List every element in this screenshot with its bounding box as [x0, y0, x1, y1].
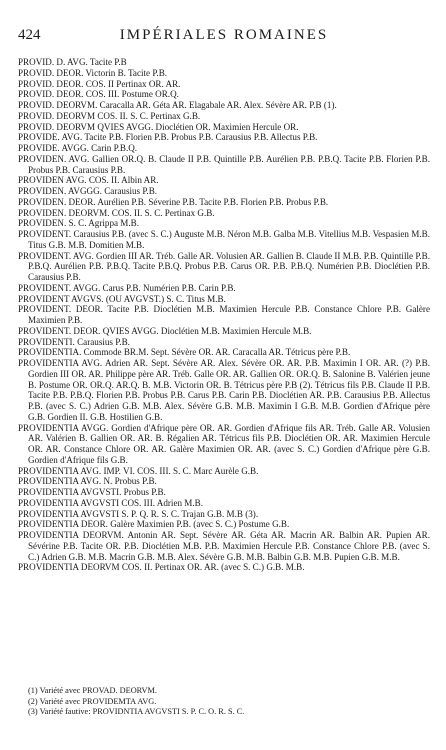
footnotes	[18, 686, 430, 718]
legend-entry: PROVIDENT. DEOR. QVIES AVGG. Dioclétien M.B. Maximien Hercule M.B.	[18, 325, 312, 336]
legend-entry: PROVIDENT. Carausius P.B. (avec S. C.) Auguste M.B. Néron M.B. Galba M.B. Vitellius M.B. Vespasien M.B. Titus G.B. M.B. Domitien M.B.	[18, 229, 430, 250]
legend-entry: PROVID. DEORVM. Caracalla AR. Géta AR. Elagabale AR. Alex. Sévère AR. P.B (1).	[18, 100, 337, 110]
legend-entry: PROVIDEN. S. C. Agrippa M.B.	[18, 218, 140, 229]
page-header	[18, 27, 430, 47]
legend-entry: PROVIDENTIA AVG. Adrien AR. Sept. Sévère AR. Alex. Sévère OR. AR. P.B. Maximin I OR. AR. (?) P.B. Gordien III OR. AR. Philippe père AR. Tréb. Galle OR. AR. Gallien OR. OR.Q. B. Salonine B. Valérien jeune B. Postume OR. OR.Q. AR.Q. B. M.B. Victorin OR. B. Tétricus père P.B (2). Tétricus fils P.B. Claude II P.B. Tacite P.B. P.B.Q. Florien P.B. Probus P.B. Carus P.B. Carin P.B. Dioclétien AR. P.B. Carausius P.B. Allectus P.B. (avec S. C.) Adrien G.B. M.B. Alex. Sévère G.B. M.B. Maximin I G.B. M.B. Gordien d'Afrique père G.B. Gordien II. G.B. Hostilien G.B.	[18, 358, 430, 422]
legend-entry: PROVIDENTIA DEORVM. Antonin AR. Sept. Sévère AR. Géta AR. Macrin AR. Balbin AR. Pupien AR. Sévérine P.B. Tacite OR. P.B. Dioclétien M.B. P.B. Maximien Hercule P.B. Constance Chlore P.B. (avec S. C.) Adrien G.B. M.B. Macrin G.B. M.B. Alex. Sévère G.B. M.B. Balbin G.B. M.B. Pupien G.B. M.B.	[18, 530, 430, 562]
legend-entry: PROVIDENTIA DEOR. Galère Maximien P.B. (avec S. C.) Postume G.B.	[18, 519, 290, 530]
legend-entry: PROVIDENTIA AVGVSTI S. P. Q. R. S. C. Trajan G.B. M.B (3).	[18, 508, 259, 519]
legend-entry: PROVIDENTI. Carausius P.B.	[18, 336, 130, 347]
legend-entry: PROVID. DEOR. COS. II Pertinax OR. AR.	[18, 78, 181, 89]
legend-entry: PROVIDEN. DEORVM. COS. II. S. C. Pertinax G.B.	[18, 207, 215, 218]
legend-entry: PROVIDENTIA AVGVSTI. Probus P.B.	[18, 487, 166, 497]
legend-entry: PROVIDENT. DEOR. Tacite P.B. Dioclétien M.B. Maximien Hercule P.B. Constance Chlore P.B. Galère Maximien P.B.	[18, 304, 430, 325]
legend-entry: PROVIDENTIA AVGVSTI COS. III. Adrien M.B.	[18, 497, 203, 508]
footnote: (2) Variété avec PROVIDEMTA AVG.	[28, 696, 157, 706]
legend-entry: PROVIDENTIA AVGG. Gordien d'Afrique père OR. AR. Gordien d'Afrique fils AR. Tréb. Galle AR. Volusien AR. Valérien B. Gallien OR. AR. B. Régalien AR. Tétricus fils P.B. Dioclétien OR. AR. Maximien Hercule OR. AR. Constance Chlore OR. AR. Galère Maximien OR. AR. (avec S. C.) Gordien d'Afrique père G.B. Gordien d'Afrique fils G.B.	[18, 422, 430, 465]
legend-entries-list	[18, 57, 430, 573]
footnote: (3) Variété fautive: PROVIDNTIA AVGVSTI S. P. C. O. R. S. C.	[28, 707, 245, 716]
legend-entry: PROVIDE. AVGG. Carin P.B.Q.	[18, 143, 138, 153]
legend-entry: PROVIDENT. AVGG. Carus P.B. Numérien P.B. Carin P.B.	[18, 282, 236, 293]
legend-entry: PROVIDENT. AVG. Gordien III AR. Tréb. Galle AR. Volusien AR. Gallien B. Claude II M.B. P.B. Quintille P.B. P.B.Q. Aurélien P.B. P.B.Q. Tacite P.B.Q. Probus P.B. Carus OR. P.B. P.B.Q. Numérien P.B. Dioclétien P.B. Carausius P.B.	[18, 250, 430, 282]
legend-entry: PROVIDEN AVG. COS. II. Albin AR.	[18, 175, 159, 186]
legend-entry: PROVIDENTIA DEORVM COS. II. Pertinax OR. AR. (avec S. C.) G.B. M.B.	[18, 562, 305, 573]
legend-entry: PROVIDENTIA. Commode BR.M. Sept. Sévère OR. AR. Caracalla AR. Tétricus père P.B.	[18, 347, 351, 358]
legend-entry: PROVIDEN. DEOR. Aurélien P.B. Séverine P.B. Tacite P.B. Florien P.B. Probus P.B.	[18, 196, 329, 207]
legend-entry: PROVIDE. AVG. Tacite P.B. Florien P.B. Probus P.B. Carausius P.B. Allectus P.B.	[18, 132, 318, 143]
legend-entry: PROVID. DEOR. COS. III. Postume OR.Q.	[18, 89, 179, 100]
legend-entry: PROVID. DEOR. Victorin B. Tacite P.B.	[18, 67, 168, 78]
running-title: IMPÉRIALES ROMAINES	[119, 27, 329, 43]
legend-entry: PROVID. DEORVM COS. II. S. C. Pertinax G.B.	[18, 110, 201, 121]
legend-entry: PROVID. D. AVG. Tacite P.B	[18, 57, 127, 67]
legend-entry: PROVID. DEORVM QVIES AVGG. Dioclétien OR. Maximien Hercule OR.	[18, 121, 299, 132]
legend-entry: PROVIDEN. AVG. Gallien OR.Q. B. Claude II P.B. Quintille P.B. Aurélien P.B. P.B.Q. Tacite P.B. Florien P.B. Probus P.B. Carausius P.B.	[18, 153, 430, 175]
footnote: (1) Variété avec PROVAD. DEORVM.	[28, 686, 157, 695]
legend-entry: PROVIDENTIA AVG. N. Probus P.B.	[18, 476, 157, 487]
page-number: 424	[18, 27, 41, 43]
legend-entry: PROVIDENTIA AVG. IMP. VI. COS. III. S. C. Marc Aurèle G.B.	[18, 465, 259, 476]
legend-entry: PROVIDENT AVGVS. (OU AVGVST.) S. C. Titus M.B.	[18, 293, 226, 304]
legend-entry: PROVIDEN. AVGGG. Carausius P.B.	[18, 186, 158, 196]
